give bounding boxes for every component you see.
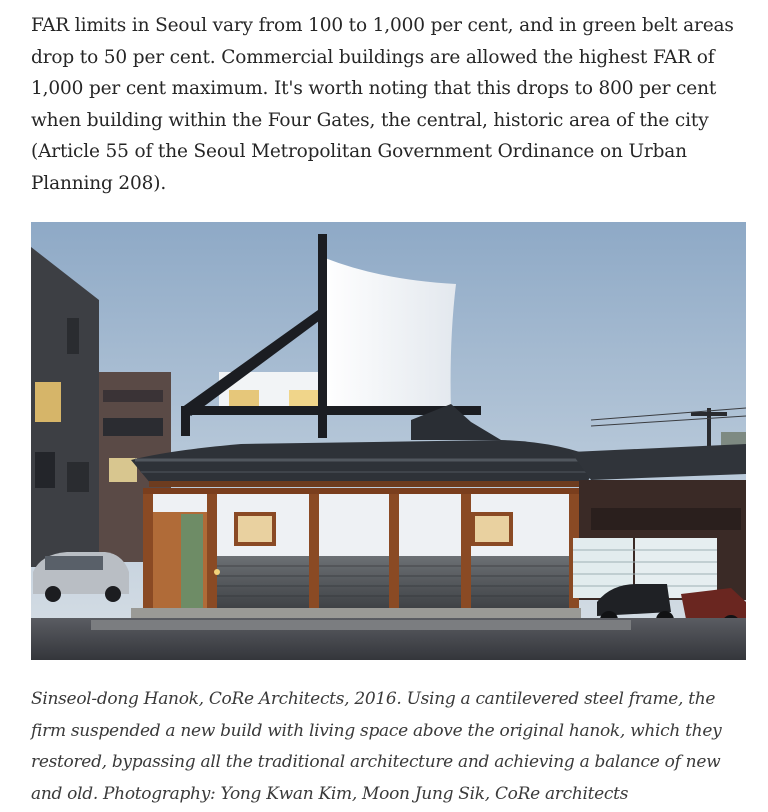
right-neighbour — [573, 480, 746, 600]
article-body — [31, 10, 736, 199]
hanok-photo-illustration — [31, 222, 746, 660]
hanok-photo — [31, 222, 746, 660]
body-paragraph: FAR limits in Seoul vary from 100 to 1,000 per cent, and in green belt areas drop to 50 per cent. Commercial buildings are allowed the highest FAR of 1,000 per cent maximum. It's worth noting that this drops to 800 per cent when building within the Four Gates, the central, historic area of the city (Article 55 of the Seoul Metropolitan Government Ordinance on Urban Planning 208). — [31, 15, 734, 194]
figure-caption: Sinseol-dong Hanok, CoRe Architects, 2016. Using a cantilevered steel frame, the firm suspended a new build with living space above the original hanok, which they restored, bypassing all the traditional architecture and achieving a balance of new and old. Photography: Yong Kwan Kim, Moon Jung Sik, CoRe architects — [31, 689, 722, 804]
hanok-body — [143, 488, 579, 610]
